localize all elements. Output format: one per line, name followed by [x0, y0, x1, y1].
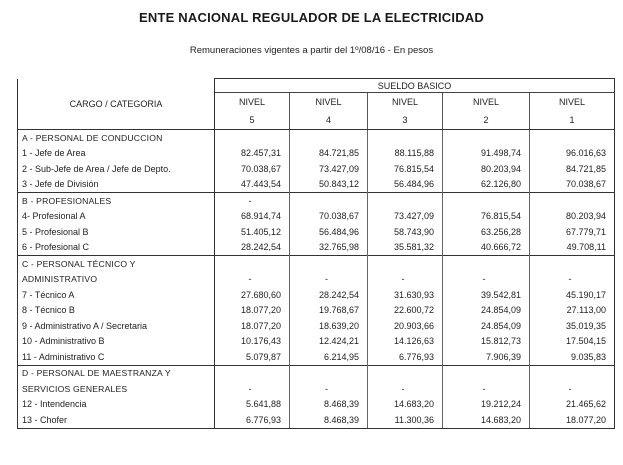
section-title-cell: [530, 193, 615, 209]
section-dash-cell: -: [530, 272, 615, 288]
section-dash-cell: -: [443, 272, 530, 288]
salary-value: 70.038,67: [215, 161, 290, 177]
salary-value: 18.639,20: [290, 318, 368, 334]
section-title-cell: [290, 130, 368, 146]
salary-table: [17, 78, 615, 429]
salary-value: 84.721,85: [530, 161, 615, 177]
category-label: 5 - Profesional B: [18, 224, 215, 240]
category-label: 3 - Jefe de División: [18, 177, 215, 193]
section-title-cell: [443, 256, 530, 272]
salary-value: 21.465,62: [530, 397, 615, 413]
salary-value: 62.126,80: [443, 177, 530, 193]
salary-value: 24.854,09: [443, 318, 530, 334]
salary-value: 18.077,20: [530, 412, 615, 428]
salary-value: 14.683,20: [368, 397, 443, 413]
salary-value: 73.427,09: [290, 161, 368, 177]
section-title-continued: SERVICIOS GENERALES: [18, 381, 215, 397]
category-label: 1 - Jefe de Area: [18, 146, 215, 162]
salary-value: 76.815,54: [443, 209, 530, 225]
salary-value: 51.405,12: [215, 224, 290, 240]
category-label: 11 - Administrativo C: [18, 349, 215, 365]
section-dash-cell: -: [290, 381, 368, 397]
salary-value: 31.630,93: [368, 287, 443, 303]
section-title-cell: [368, 256, 443, 272]
section-header-row: [18, 365, 615, 381]
section-title: D - PERSONAL DE MAESTRANZA Y: [18, 365, 215, 381]
salary-value: 91.498,74: [443, 146, 530, 162]
table-row: [18, 161, 615, 177]
section-header-row: [18, 130, 615, 146]
salary-value: 17.504,15: [530, 334, 615, 350]
salary-value: 80.203,94: [530, 209, 615, 225]
salary-value: 14.683,20: [443, 412, 530, 428]
salary-value: 28.242,54: [215, 240, 290, 256]
salary-value: 15.812,73: [443, 334, 530, 350]
section-header-row: [18, 256, 615, 272]
salary-value: 70.038,67: [530, 177, 615, 193]
category-label: 2 - Sub-Jefe de Area / Jefe de Depto.: [18, 161, 215, 177]
salary-value: 14.126,63: [368, 334, 443, 350]
salary-value: 84.721,85: [290, 146, 368, 162]
section-title-cell: [290, 256, 368, 272]
salary-value: 80.203,94: [443, 161, 530, 177]
header-level-number: 2: [443, 110, 530, 130]
salary-value: 73.427,09: [368, 209, 443, 225]
salary-value: 10.176,43: [215, 334, 290, 350]
section-title-cell: [530, 130, 615, 146]
table-row: [18, 303, 615, 319]
salary-value: 50.843,12: [290, 177, 368, 193]
salary-value: 35.581,32: [368, 240, 443, 256]
header-nivel-label: NIVEL: [215, 93, 290, 111]
category-label: 7 - Técnico A: [18, 287, 215, 303]
table-row: [18, 146, 615, 162]
table-row: [18, 224, 615, 240]
salary-value: 27.680,60: [215, 287, 290, 303]
salary-value: 18.077,20: [215, 318, 290, 334]
salary-value: 67.779,71: [530, 224, 615, 240]
page-title: ENTE NACIONAL REGULADOR DE LA ELECTRICIDAD: [139, 10, 484, 25]
category-label: 12 - Intendencia: [18, 397, 215, 413]
section-title-cell: [215, 365, 290, 381]
table-row: [18, 334, 615, 350]
salary-value: 56.484,96: [368, 177, 443, 193]
section-title-cell: [215, 130, 290, 146]
section-title-cell: -: [215, 193, 290, 209]
category-label: 4- Profesional A: [18, 209, 215, 225]
salary-value: 22.600,72: [368, 303, 443, 319]
salary-value: 12.424,21: [290, 334, 368, 350]
section-dash-cell: -: [215, 381, 290, 397]
page-subtitle: Remuneraciones vigentes a partir del 1º/08/16 - En pesos: [189, 45, 434, 56]
header-level-number: 3: [368, 110, 443, 130]
section-header-row: [18, 381, 615, 397]
category-label: 13 - Chofer: [18, 412, 215, 428]
header-sueldo-basico: SUELDO BASICO: [215, 79, 615, 93]
header-nivel-label: NIVEL: [290, 93, 368, 111]
salary-value: 47.443,54: [215, 177, 290, 193]
salary-value: 9.035,83: [530, 349, 615, 365]
salary-value: 32.765,98: [290, 240, 368, 256]
salary-value: 6.214,95: [290, 349, 368, 365]
salary-value: 20.903,66: [368, 318, 443, 334]
section-title-cell: [368, 193, 443, 209]
category-label: 10 - Administrativo B: [18, 334, 215, 350]
table-row: [18, 412, 615, 428]
header-nivel-label: NIVEL: [443, 93, 530, 111]
section-dash-cell: -: [530, 381, 615, 397]
table-row: [18, 287, 615, 303]
salary-value: 58.743,90: [368, 224, 443, 240]
section-header-row: [18, 272, 615, 288]
salary-value: 8.468,39: [290, 397, 368, 413]
salary-value: 28.242,54: [290, 287, 368, 303]
section-dash-cell: -: [215, 272, 290, 288]
section-title: C - PERSONAL TÉCNICO Y: [18, 256, 215, 272]
table-row: [18, 318, 615, 334]
salary-value: 39.542,81: [443, 287, 530, 303]
section-title: A - PERSONAL DE CONDUCCION: [18, 130, 215, 146]
section-dash-cell: -: [368, 272, 443, 288]
salary-value: 5.641,88: [215, 397, 290, 413]
table-row: [18, 397, 615, 413]
salary-value: 27.113,00: [530, 303, 615, 319]
salary-value: 63.256,28: [443, 224, 530, 240]
header-level-number: 4: [290, 110, 368, 130]
salary-value: 49.708,11: [530, 240, 615, 256]
salary-value: 6.776,93: [215, 412, 290, 428]
category-label: 9 - Administrativo A / Secretaria: [18, 318, 215, 334]
salary-value: 45.190,17: [530, 287, 615, 303]
salary-value: 11.300,36: [368, 412, 443, 428]
section-dash-cell: -: [443, 381, 530, 397]
section-title-continued: ADMINISTRATIVO: [18, 272, 215, 288]
table-row: [18, 349, 615, 365]
header-level-number: 5: [215, 110, 290, 130]
header-nivel-label: NIVEL: [368, 93, 443, 111]
salary-value: 68.914,74: [215, 209, 290, 225]
salary-value: 7.906,39: [443, 349, 530, 365]
section-title-cell: [443, 193, 530, 209]
section-title-cell: [443, 365, 530, 381]
header-level-number: 1: [530, 110, 615, 130]
section-title-cell: [443, 130, 530, 146]
section-title-cell: [530, 365, 615, 381]
table-row: [18, 209, 615, 225]
section-title-cell: [290, 365, 368, 381]
salary-value: 19.768,67: [290, 303, 368, 319]
salary-value: 19.212,24: [443, 397, 530, 413]
section-dash-cell: -: [368, 381, 443, 397]
table-row: [18, 240, 615, 256]
header-nivel-label: NIVEL: [530, 93, 615, 111]
salary-value: 18.077,20: [215, 303, 290, 319]
section-title-cell: [530, 256, 615, 272]
category-label: 6 - Profesional C: [18, 240, 215, 256]
category-label: 8 - Técnico B: [18, 303, 215, 319]
salary-value: 24.854,09: [443, 303, 530, 319]
salary-value: 8.468,39: [290, 412, 368, 428]
salary-value: 96.016,63: [530, 146, 615, 162]
salary-value: 6.776,93: [368, 349, 443, 365]
salary-value: 5.079,87: [215, 349, 290, 365]
salary-value: 82.457,31: [215, 146, 290, 162]
section-title: B - PROFESIONALES: [18, 193, 215, 209]
salary-value: 40.666,72: [443, 240, 530, 256]
section-title-cell: [215, 256, 290, 272]
salary-value: 35.019,35: [530, 318, 615, 334]
header-cargo: CARGO / CATEGORIA: [18, 79, 215, 130]
table-row: [18, 177, 615, 193]
salary-value: 88.115,88: [368, 146, 443, 162]
section-title-cell: [368, 365, 443, 381]
salary-value: 76.815,54: [368, 161, 443, 177]
salary-value: 70.038,67: [290, 209, 368, 225]
section-title-cell: [368, 130, 443, 146]
section-title-cell: [290, 193, 368, 209]
salary-value: 56.484,96: [290, 224, 368, 240]
section-header-row: [18, 193, 615, 209]
section-dash-cell: -: [290, 272, 368, 288]
